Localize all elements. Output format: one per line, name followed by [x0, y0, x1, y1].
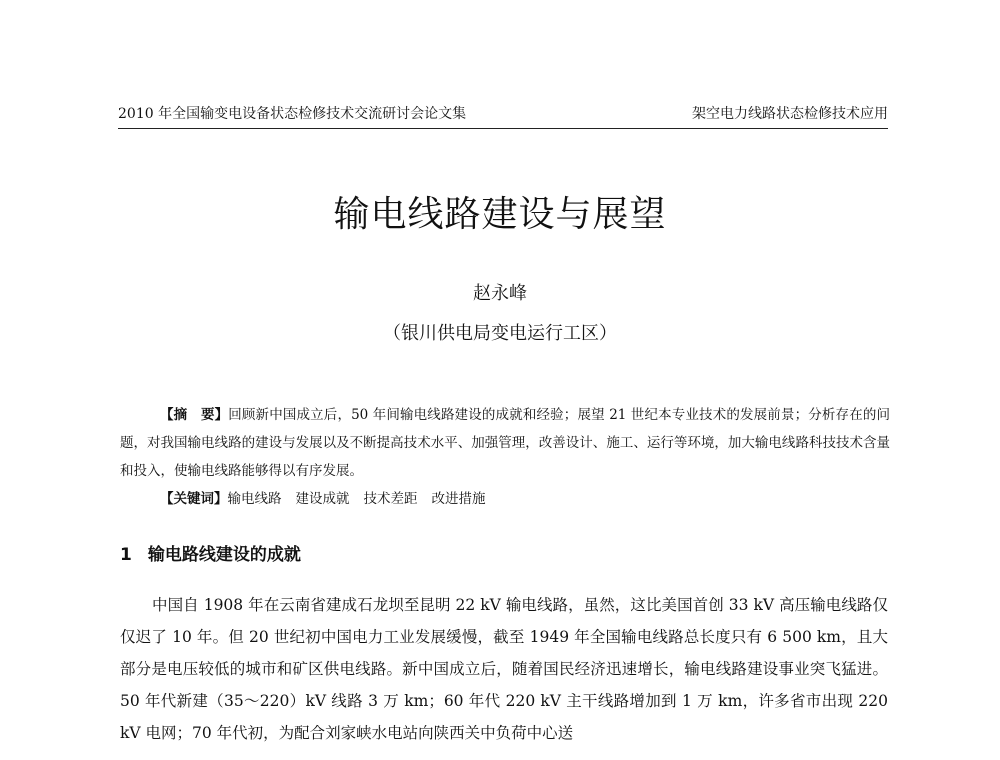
header-section-title: 架空电力线路状态检修技术应用: [692, 106, 888, 122]
section-title: 输电路线建设的成就: [147, 545, 301, 565]
abstract-text: 回顾新中国成立后，50 年间输电线路建设的成就和经验；展望 21 世纪本专业技术的发展前景；分析存在的问题，对我国输电线路的建设与发展以及不断提高技术水平、加强管理，改善设计、施工、运行等环境，加大输电线路科技技术含量和投入，使输电线路能够得以有序发展。: [120, 407, 890, 479]
section-heading: [120, 542, 301, 568]
running-header: [118, 104, 888, 129]
author-affiliation: （银川供电局变电运行工区）: [383, 323, 617, 344]
keyword: 技术差距: [363, 491, 418, 507]
abstract: [120, 401, 890, 485]
header-proceedings-title: 2010 年全国输变电设备状态检修技术交流研讨会论文集: [118, 106, 467, 122]
paper-title: 输电线路建设与展望: [333, 194, 667, 235]
body-paragraph: [120, 589, 888, 749]
section-number: 1: [120, 545, 132, 565]
keywords-label: 【关键词】: [160, 491, 228, 507]
abstract-label: 【摘 要】: [160, 407, 229, 423]
keyword: 改进措施: [431, 491, 486, 507]
keyword: 建设成就: [295, 491, 350, 507]
keyword: 输电线路: [227, 491, 282, 507]
keywords: [160, 485, 890, 513]
author-name: 赵永峰: [473, 283, 527, 304]
body-text: 中国自 1908 年在云南省建成石龙坝至昆明 22 kV 输电线路，虽然，这比美国首创 33 kV 高压输电线路仅仅迟了 10 年。但 20 世纪初中国电力工业发展缓慢，截至 1949 年全国输电线路总长度只有 6 500 km，且大部分是电压较低的城市和矿区供电线路。新中国成立后，随着国民经济迅速增长，输电线路建设事业突飞猛进。50 年代新建（35～220）kV 线路 3 万 km；60 年代 220 kV 主干线路增加到 1 万 km，许多省市出现 220 kV 电网；70 年代初，为配合刘家峡水电站向陕西关中负荷中心送: [120, 596, 888, 742]
